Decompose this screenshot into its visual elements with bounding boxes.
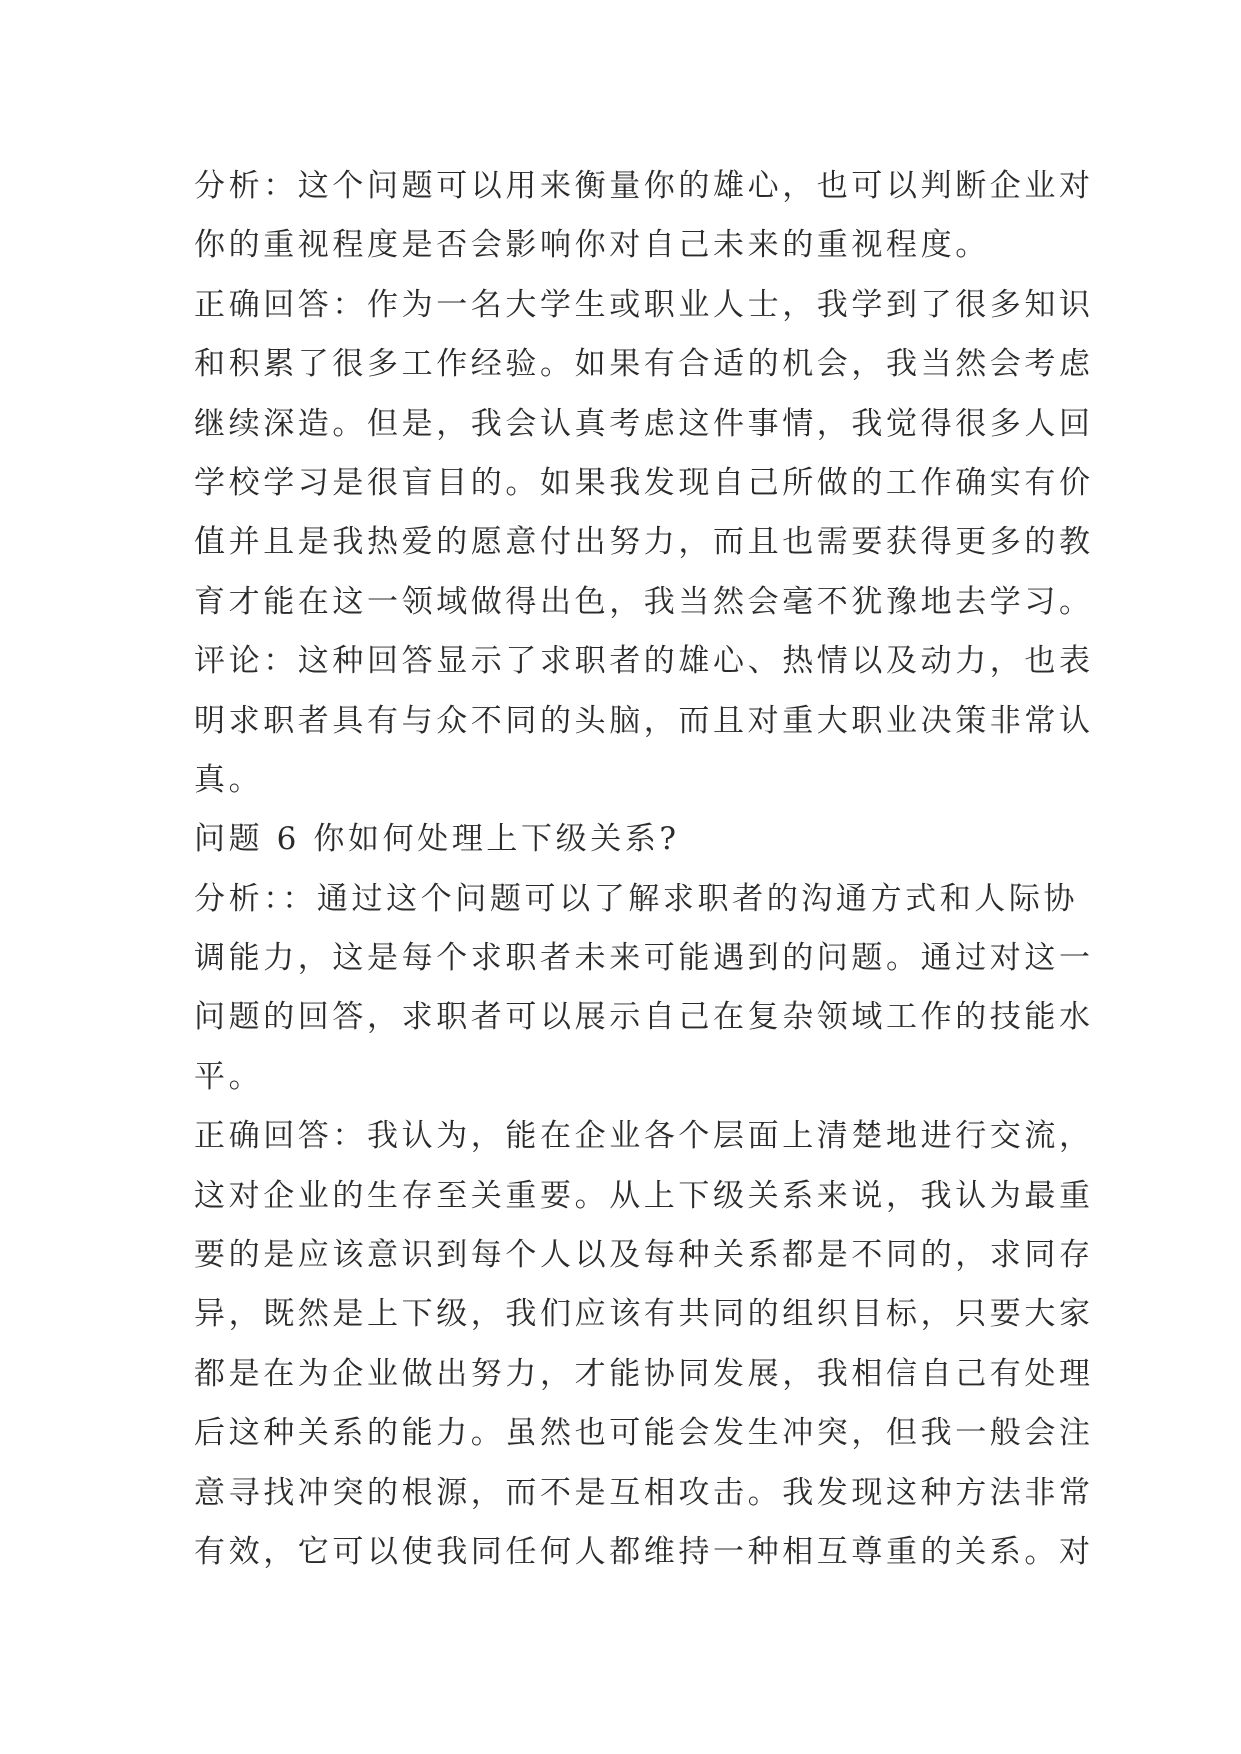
text-line: 继续深造。但是，我会认真考虑这件事情，我觉得很多人回 xyxy=(194,405,1094,442)
text-line: 分析：：通过这个问题可以了解求职者的沟通方式和人际协 xyxy=(194,880,1079,917)
text-line: 正确回答：我认为，能在企业各个层面上清楚地进行交流， xyxy=(194,1118,1094,1155)
text-line: 明求职者具有与众不同的头脑，而且对重大职业决策非常认 xyxy=(194,702,1094,739)
text-line: 真。 xyxy=(194,761,264,798)
text-line: 问题的回答，求职者可以展示自己在复杂领域工作的技能水 xyxy=(194,999,1094,1036)
text-line: 都是在为企业做出努力，才能协同发展，我相信自己有处理 xyxy=(194,1355,1094,1392)
text-line: 学校学习是很盲目的。如果我发现自己所做的工作确实有价 xyxy=(194,464,1094,501)
text-line: 正确回答：作为一名大学生或职业人士，我学到了很多知识 xyxy=(194,286,1094,323)
text-line: 育才能在这一领域做得出色，我当然会毫不犹豫地去学习。 xyxy=(194,583,1094,620)
text-line: 值并且是我热爱的愿意付出努力，而且也需要获得更多的教 xyxy=(194,524,1094,561)
question-heading: 问题 6 你如何处理上下级关系? xyxy=(194,821,680,858)
text-line: 异，既然是上下级，我们应该有共同的组织目标，只要大家 xyxy=(194,1296,1094,1333)
text-line: 这对企业的生存至关重要。从上下级关系来说，我认为最重 xyxy=(194,1177,1094,1214)
text-line: 平。 xyxy=(194,1058,264,1095)
text-line: 和积累了很多工作经验。如果有合适的机会，我当然会考虑 xyxy=(194,346,1094,383)
text-line: 你的重视程度是否会影响你对自己未来的重视程度。 xyxy=(194,227,990,264)
text-line: 分析：这个问题可以用来衡量你的雄心，也可以判断企业对 xyxy=(194,168,1094,204)
text-line: 要的是应该意识到每个人以及每种关系都是不同的，求同存 xyxy=(194,1237,1094,1274)
text-line: 意寻找冲突的根源，而不是互相攻击。我发现这种方法非常 xyxy=(194,1474,1094,1511)
text-line: 调能力，这是每个求职者未来可能遇到的问题。通过对这一 xyxy=(194,940,1094,977)
text-line: 后这种关系的能力。虽然也可能会发生冲突，但我一般会注 xyxy=(194,1415,1094,1452)
text-line: 有效，它可以使我同任何人都维持一种相互尊重的关系。对 xyxy=(194,1533,1094,1570)
text-line: 评论：这种回答显示了求职者的雄心、热情以及动力，也表 xyxy=(194,643,1094,680)
document-body xyxy=(194,157,1094,1582)
